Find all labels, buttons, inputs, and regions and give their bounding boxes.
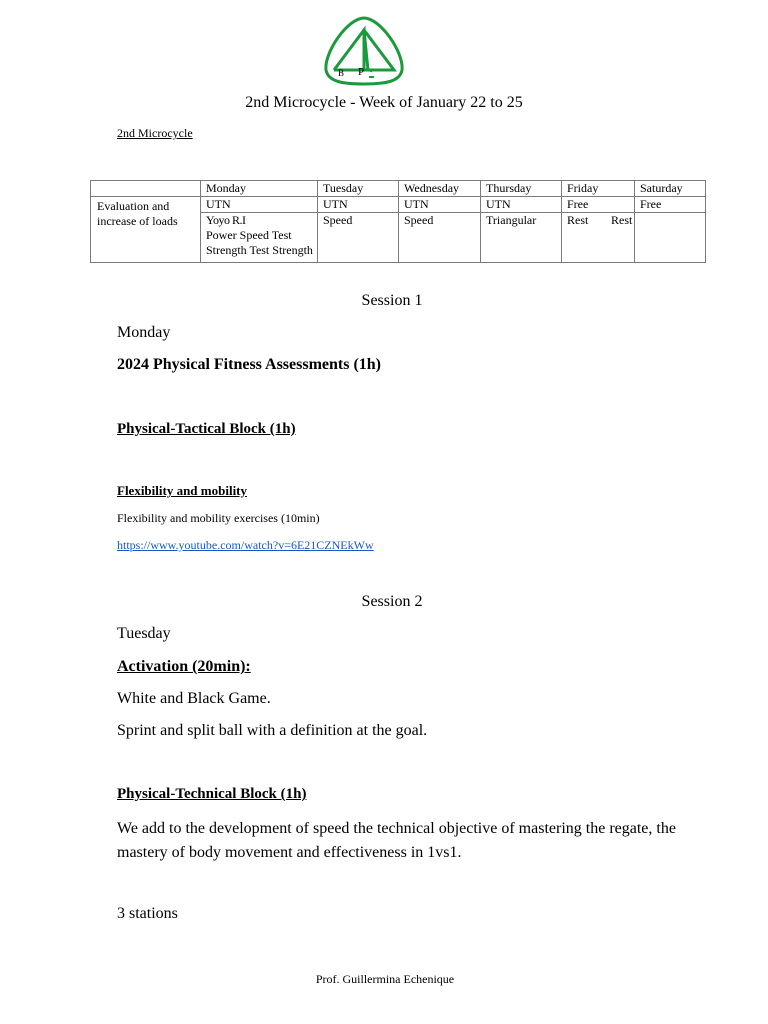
table-cell: UTN [318, 197, 399, 213]
session-1-day: Monday [117, 324, 171, 341]
table-header-cell: Tuesday [318, 181, 399, 197]
logo-letter-p: P [358, 66, 365, 78]
table-header-cell: Friday [562, 181, 635, 197]
game-white-black: White and Black Game. [117, 690, 271, 707]
row-label: Evaluation and increase of loads [91, 197, 201, 263]
weekly-plan-table [90, 180, 706, 263]
club-logo [322, 14, 406, 86]
table-header-cell: Wednesday [399, 181, 481, 197]
table-header-cell: Saturday [635, 181, 706, 197]
session-2-heading: Session 2 [361, 593, 423, 610]
test-strength: Strength Test Strength [206, 243, 313, 257]
table-cell-friday [562, 213, 635, 263]
table-cell-wednesday: Speed [399, 213, 481, 263]
table-header-cell: Thursday [481, 181, 562, 197]
table-cell-tuesday: Speed [318, 213, 399, 263]
session-2-day: Tuesday [117, 625, 171, 642]
test-power-speed: Power Speed Test [206, 228, 292, 242]
table-cell: UTN [201, 197, 318, 213]
table-row [91, 197, 706, 213]
technical-block-heading: Physical-Technical Block (1h) [117, 786, 307, 802]
table-cell-saturday [635, 213, 706, 263]
table-cell: UTN [481, 197, 562, 213]
table-header-cell: Monday [201, 181, 318, 197]
session-1-heading: Session 1 [361, 292, 423, 309]
logo-letter-b: B [338, 68, 345, 78]
activation-heading: Activation (20min): [117, 658, 251, 675]
table-cell-thursday: Triangular [481, 213, 562, 263]
flexibility-heading: Flexibility and mobility [117, 483, 248, 498]
test-yoyo: Yoyo R.I [206, 213, 246, 227]
table-cell-monday [201, 213, 318, 263]
document-title: 2nd Microcycle - Week of January 22 to 25 [245, 94, 523, 111]
tactical-block-heading: Physical-Tactical Block (1h) [117, 421, 296, 437]
flexibility-exercise: Flexibility and mobility exercises (10min) [117, 511, 320, 525]
footer-author: Prof. Guillermina Echenique [315, 972, 455, 986]
friday-rest: Rest [567, 213, 589, 227]
friday-rest-extra: Rest [611, 213, 633, 227]
table-cell: Free [562, 197, 635, 213]
table-cell: Free [635, 197, 706, 213]
stations-count: 3 stations [117, 905, 178, 922]
table-header-cell [91, 181, 201, 197]
assessment-heading: 2024 Physical Fitness Assessments (1h) [117, 356, 382, 373]
microcycle-subheading: 2nd Microcycle [117, 126, 193, 140]
technical-description: We add to the development of speed the technical objective of mastering the regate, the mastery of body movement and effectiveness in 1vs1. [117, 820, 676, 861]
table-header-row [91, 181, 706, 197]
video-link[interactable]: https://www.youtube.com/watch?v=6E21CZNEkWw [117, 538, 374, 552]
game-sprint: Sprint and split ball with a definition at the goal. [117, 722, 428, 739]
table-cell: UTN [399, 197, 481, 213]
